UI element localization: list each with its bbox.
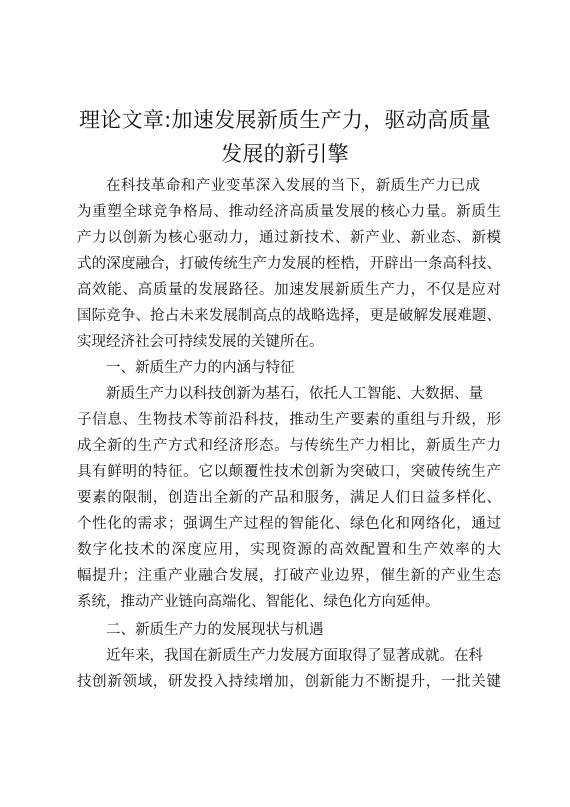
title-line-2: 发展的新引擎 [221,142,349,166]
section-2-line-2: 技创新领域，研发投入持续增加，创新能力不断提升，一批关键 [77,674,501,690]
section-1-line-3: 成全新的生产方式和经济形态。与传统生产力相比，新质生产力 [77,438,501,454]
section-2-line-1: 近年来，我国在新质生产力发展方面取得了显著成就。在科 [106,648,483,664]
section-2-heading: 二、新质生产力的发展现状与机遇 [106,622,324,638]
intro-line-4: 式的深度融合，打破传统生产力发展的桎梏，开辟出一条高科技、 [77,256,501,272]
title-line-1: 理论文章:加速发展新质生产力，驱动高质量 [78,108,492,132]
intro-line-6: 国际竞争、抢占未来发展制高点的战略选择，更是破解发展难题、 [77,308,501,324]
section-1-line-7: 数字化技术的深度应用，实现资源的高效配置和生产效率的大 [77,542,501,558]
section-1-line-9: 系统，推动产业链向高端化、智能化、绿色化方向延伸。 [77,594,440,610]
section-1-heading: 一、新质生产力的内涵与特征 [106,360,295,376]
intro-line-5: 高效能、高质量的发展路径。加速发展新质生产力，不仅是应对 [77,282,501,298]
intro-line-1: 在科技革命和产业变革深入发展的当下，新质生产力已成 [106,178,480,194]
section-1-line-2: 子信息、生物技术等前沿科技，推动生产要素的重组与升级，形 [77,412,501,428]
intro-line-7: 实现经济社会可持续发展的关键所在。 [77,334,324,350]
section-1-line-1: 新质生产力以科技创新为基石，依托人工智能、大数据、量 [106,386,483,402]
section-1-line-8: 幅提升；注重产业融合发展，打破产业边界，催生新的产业生态 [77,568,501,584]
section-1-line-6: 个性化的需求；强调生产过程的智能化、绿色化和网络化，通过 [77,516,501,532]
section-1-line-4: 具有鲜明的特征。它以颠覆性技术创新为突破口，突破传统生产 [77,464,501,480]
section-1-line-5: 要素的限制，创造出全新的产品和服务，满足人们日益多样化、 [77,490,501,506]
intro-line-3: 产力以创新为核心驱动力，通过新技术、新产业、新业态、新模 [77,230,501,246]
intro-line-2: 为重塑全球竞争格局、推动经济高质量发展的核心力量。新质生 [77,204,501,220]
